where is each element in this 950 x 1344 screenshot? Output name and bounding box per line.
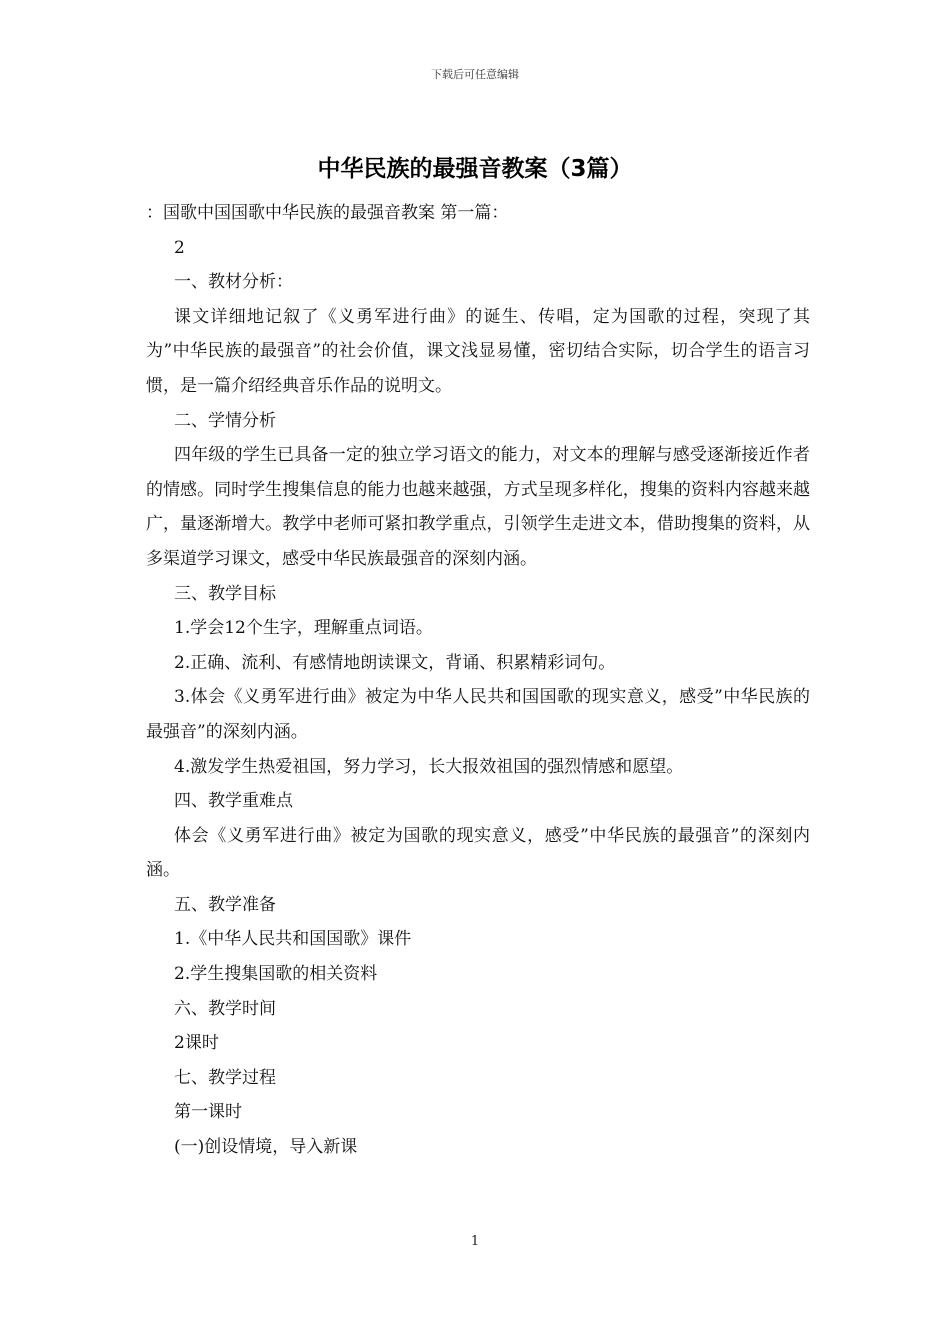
list-item: 1.《中华人民共和国国歌》课件 — [174, 929, 412, 950]
list-item: 2.学生搜集国歌的相关资料 — [174, 964, 378, 985]
body-paragraph: 体会《义勇军进行曲》被定为国歌的现实意义，感受”中华民族的最强音”的深刻内涵。 — [146, 825, 810, 881]
section-heading: 七、教学过程 — [174, 1067, 276, 1088]
list-item: 1.学会12个生字，理解重点词语。 — [174, 618, 433, 639]
subsection-heading: (一)创设情境，导入新课 — [174, 1137, 358, 1158]
subsection-heading: 第一课时 — [174, 1102, 242, 1123]
list-item: 3.体会《义勇军进行曲》被定为中华人民共和国国歌的现实意义，感受”中华民族的最强音”的深刻内涵。 — [146, 687, 810, 742]
body-paragraph: 课文详细地记叙了《义勇军进行曲》的诞生、传唱，定为国歌的过程，突现了其为”中华民族的最强音”的社会价值，课文浅显易懂，密切结合实际，切合学生的语言习惯，是一篇介绍经典音乐作品的说明文。 — [146, 306, 810, 396]
section-heading: 一、教材分析： — [174, 272, 293, 293]
body-paragraph: 四年级的学生已具备一定的独立学习语文的能力，对文本的理解与感受逐渐接近作者的情感。同时学生搜集信息的能力也越来越强，方式呈现多样化，搜集的资料内容越来越广，量逐渐增大。教学中老师可紧扣教学重点，引领学生走进文本，借助搜集的资料，从多渠道学习课文，感受中华民族最强音的深刻内涵。 — [146, 445, 810, 569]
document-body — [146, 196, 810, 1165]
section-heading: 三、教学目标 — [174, 583, 276, 604]
intro-line: ：国歌中国国歌中华民族的最强音教案 第一篇： — [146, 203, 509, 223]
section-heading: 六、教学时间 — [174, 998, 276, 1019]
section-heading: 五、教学准备 — [174, 894, 276, 915]
list-item: 4.激发学生热爱祖国，努力学习，长大报效祖国的强烈情感和愿望。 — [174, 756, 684, 777]
body-line: 2课时 — [174, 1033, 219, 1054]
document-title: 中华民族的最强音教案（3篇） — [317, 156, 633, 182]
page-number: 1 — [470, 1234, 480, 1249]
section-heading: 二、学情分析 — [174, 410, 276, 431]
body-line: 2 — [174, 237, 185, 258]
list-item: 2.正确、流利、有感情地朗读课文，背诵、积累精彩词句。 — [174, 652, 616, 673]
page-header-note: 下载后可任意编辑 — [431, 68, 519, 81]
section-heading: 四、教学重难点 — [174, 791, 293, 812]
